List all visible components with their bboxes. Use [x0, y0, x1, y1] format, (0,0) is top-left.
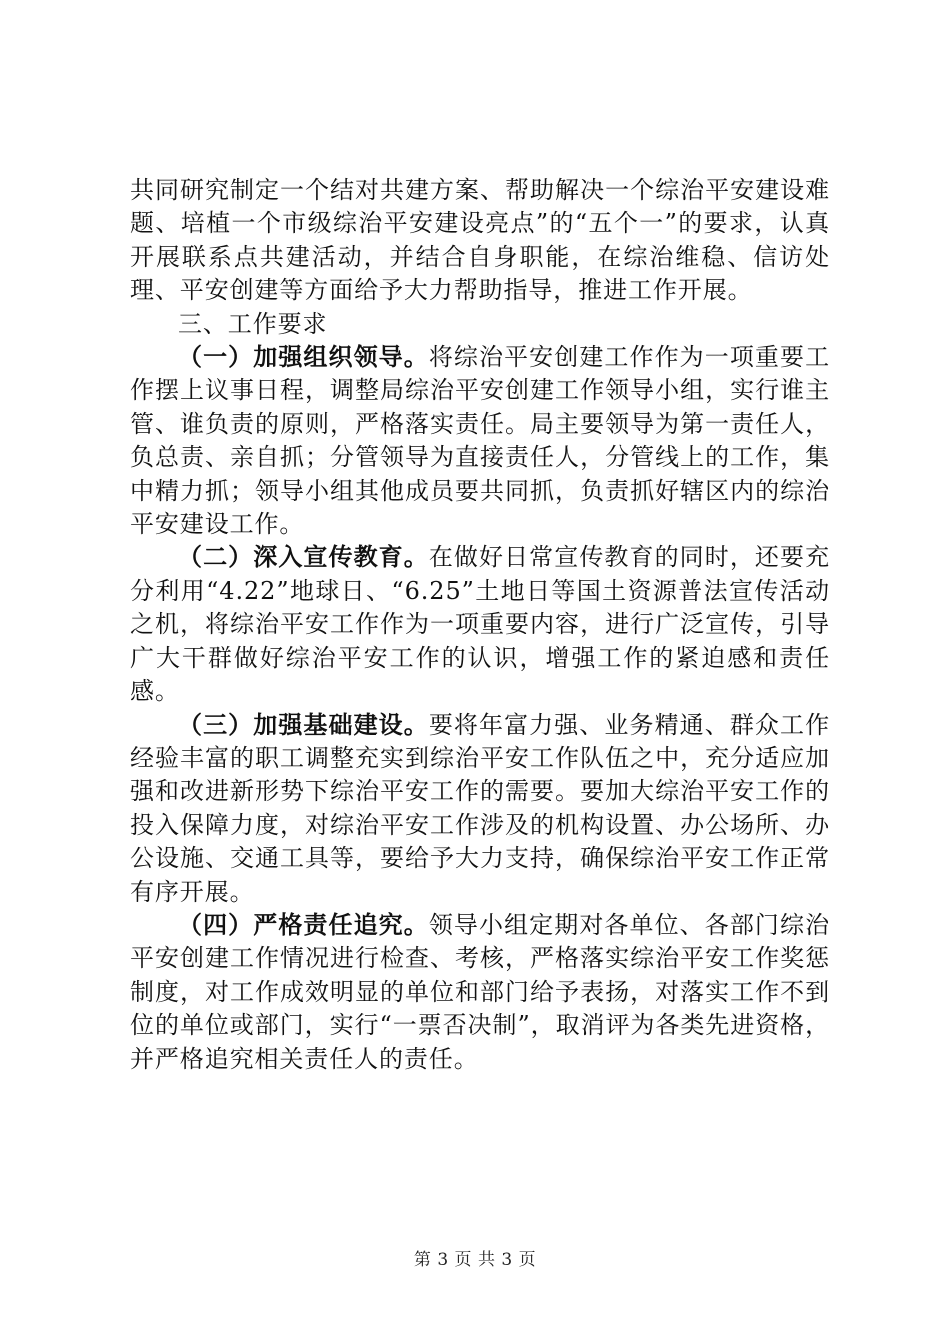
section-heading: 三、工作要求 — [178, 309, 328, 338]
page-footer: 第 3 页 共 3 页 — [413, 1250, 537, 1270]
requirement-paragraph-3 — [130, 709, 830, 909]
requirement-paragraph-1 — [130, 341, 830, 541]
requirement-lead-4: （四）严格责任追究。 — [178, 910, 429, 939]
requirement-text-1: 将综治平安创建工作作为一项重要工作摆上议事日程，调整局综治平安创建工作领导小组，实行谁主管、谁负责的原则，严格落实责任。局主要领导为第一责任人，负总责、亲自抓；分管领导为直接责任人，分管线上的工作，集中精力抓；领导小组其他成员要共同抓，负责抓好辖区内的综治平安建设工作。 — [130, 343, 830, 539]
requirement-paragraph-4 — [130, 909, 830, 1076]
requirement-text-3: 要将年富力强、业务精通、群众工作经验丰富的职工调整充实到综治平安工作队伍之中，充分适应加强和改进新形势下综治平安工作的需要。要加大综治平安工作的投入保障力度，对综治平安工作涉及的机构设置、办公场所、办公设施、交通工具等，要给予大力支持，确保综治平安工作正常有序开展。 — [130, 710, 830, 906]
requirement-text-4: 领导小组定期对各单位、各部门综治平安创建工作情况进行检查、考核，严格落实综治平安工作奖惩制度，对工作成效明显的单位和部门给予表扬，对落实工作不到位的单位或部门，实行“一票否决制”，取消评为各类先进资格，并严格追究相关责任人的责任。 — [130, 910, 830, 1073]
requirement-lead-3: （三）加强基础建设。 — [178, 710, 429, 739]
continuation-paragraph: 共同研究制定一个结对共建方案、帮助解决一个综治平安建设难题、培植一个市级综治平安建设亮点”的“五个一”的要求，认真开展联系点共建活动，并结合自身职能，在综治维稳、信访处理、平安创建等方面给予大力帮助指导，推进工作开展。 — [130, 176, 830, 305]
requirement-paragraph-2 — [130, 541, 830, 708]
requirement-lead-2: （二）深入宣传教育。 — [178, 543, 429, 572]
requirement-text-2: 在做好日常宣传教育的同时，还要充分利用“4.22”地球日、“6.25”土地日等国土资源普法宣传活动之机，将综治平安工作作为一项重要内容，进行广泛宣传，引导广大干群做好综治平安工作的认识，增强工作的紧迫感和责任感。 — [130, 543, 830, 706]
document-body — [130, 174, 830, 1076]
requirement-lead-1: （一）加强组织领导。 — [178, 343, 429, 372]
